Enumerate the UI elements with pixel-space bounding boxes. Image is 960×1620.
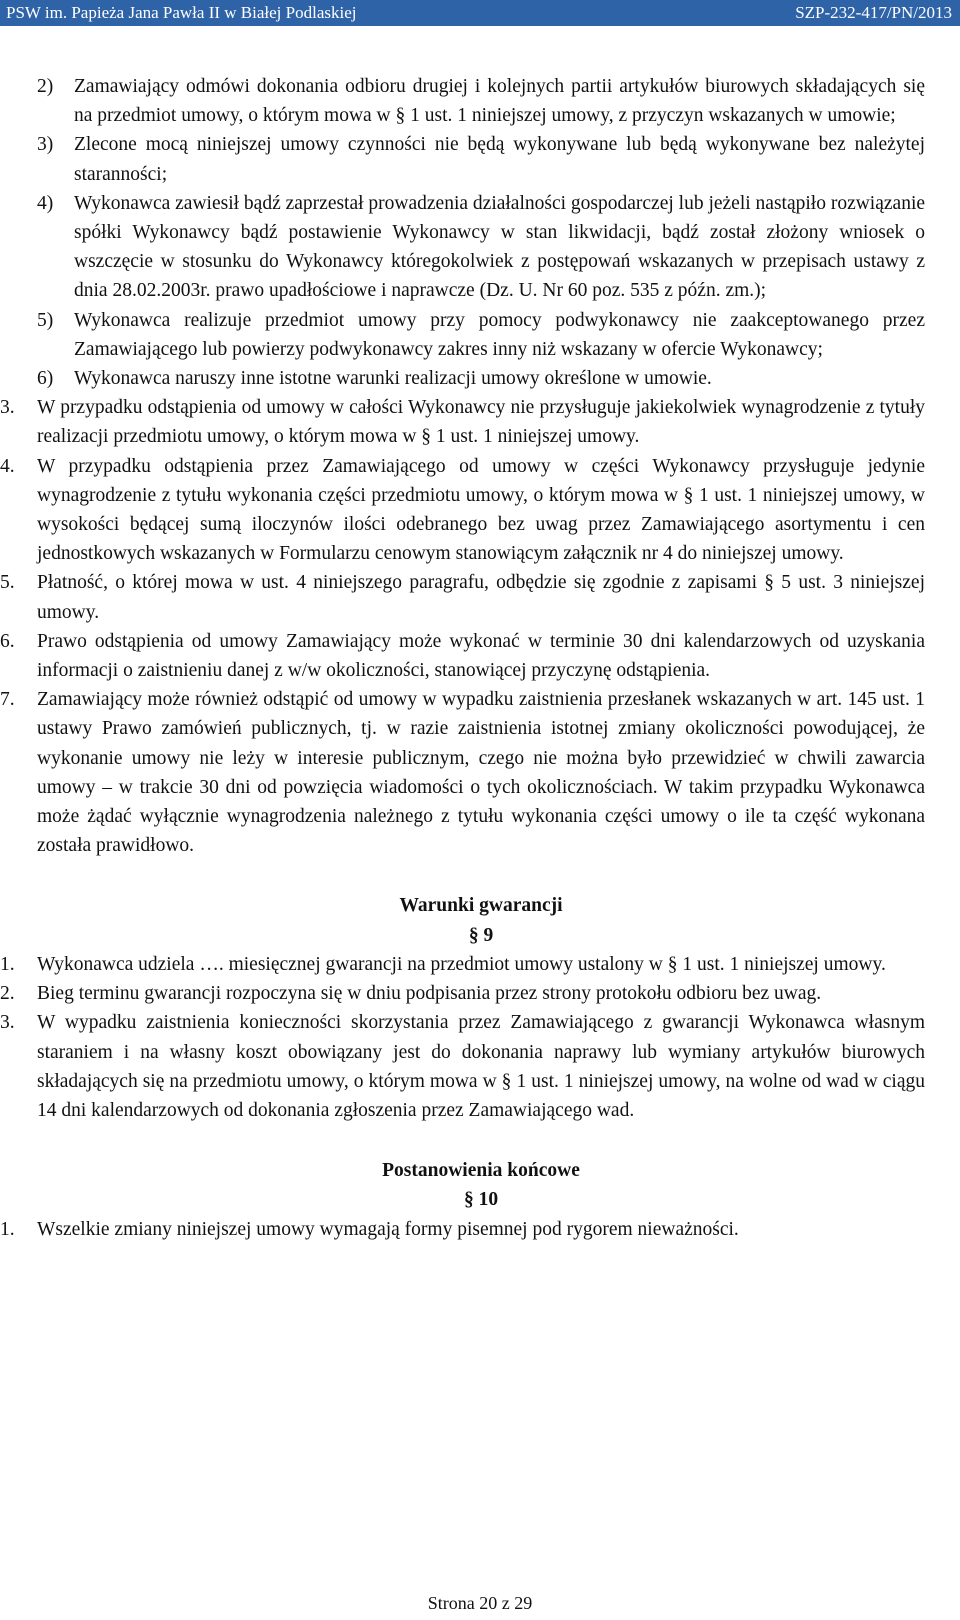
section-9-title: Warunki gwarancji xyxy=(399,895,563,917)
numbered-point: 4. W przypadku odstąpienia przez Zamawiającego od umowy w części Wykonawcy przysługuje jedynie wynagrodzenie z tytułu wykonania części przedmiotu umowy, o którym mowa w § 1 ust. 1 niniejszej umowy, w wysokości będącej sumą iloczynów ilości odebranego bez uwag przez Zamawiającego asortymentu i cen jednostkowych wskazanych w Formularzu cenowym stanowiącym załącznik nr 4 do niniejszej umowy. xyxy=(0,455,925,565)
numbered-point: 3. W wypadku zaistnienia konieczności skorzystania przez Zamawiającego z gwarancji Wykonawca własnym staraniem i na własny koszt obowiązany jest do dokonania naprawy lub wymiany artykułów biurowych składających się na przedmiotu umowy, o którym mowa w § 1 ust. 1 niniejszej umowy, na wolne od wad w ciągu 14 dni kalendarzowych od dokonania zgłoszenia przez Zamawiającego wad. xyxy=(0,1012,925,1121)
header-institution: PSW im. Papieża Jana Pawła II w Białej Podlaskiej xyxy=(6,3,357,22)
numbered-point: 2. Bieg terminu gwarancji rozpoczyna się w dniu podpisania przez strony protokołu odbioru bez uwag. xyxy=(0,983,822,1005)
numbered-point: 5. Płatność, o której mowa w ust. 4 niniejszego paragrafu, odbędzie się zgodnie z zapisami § 5 ust. 3 niniejszej umowy. xyxy=(0,572,925,623)
list-item: 3) Zlecone mocą niniejszej umowy czynności nie będą wykonywane lub będą wykonywane bez należytej staranności; xyxy=(37,134,925,185)
document-body xyxy=(0,72,960,1244)
page-header xyxy=(0,0,960,26)
list-item: 5) Wykonawca realizuje przedmiot umowy przy pomocy podwykonawcy nie zaakceptowanego przez Zamawiającego lub powierzy podwykonawcy zakres inny niż wskazany w ofercie Wykonawcy; xyxy=(37,309,925,360)
numbered-point: 7. Zamawiający może również odstąpić od umowy w wypadku zaistnienia przesłanek wskazanych w art. 145 ust. 1 ustawy Prawo zamówień publicznych, tj. w razie zaistnienia istotnej zmiany okoliczności powodującej, że wykonanie umowy nie leży w interesie publicznym, czego nie można było przewidzieć w chwili zawarcia umowy – w trakcie 30 dni od powzięcia wiadomości o tych okolicznościach. W takim przypadku Wykonawca może żądać wyłącznie wynagrodzenia należnego z tytułu wykonania części umowy o ile ta część wykonana została prawidłowo. xyxy=(0,689,925,857)
section-9-paragraph-number: § 9 xyxy=(468,924,494,946)
header-case-number: SZP-232-417/PN/2013 xyxy=(795,3,952,22)
page-number: Strona 20 z 29 xyxy=(427,1593,533,1613)
numbered-point: 6. Prawo odstąpienia od umowy Zamawiający może wykonać w terminie 30 dni kalendarzowych od uzyskania informacji o zaistnieniu danej z w/w okoliczności, stanowiącej przyczynę odstąpienia. xyxy=(0,630,925,682)
numbered-point: 1. Wszelkie zmiany niniejszej umowy wymagają formy pisemnej pod rygorem nieważności. xyxy=(0,1218,739,1240)
list-item: 4) Wykonawca zawiesił bądź zaprzestał prowadzenia działalności gospodarczej lub jeżeli nastąpiło rozwiązanie spółki Wykonawcy bądź postawienie Wykonawcy w stan likwidacji, bądź został złożony wniosek o wszczęcie w stosunku do Wykonawcy któregokolwiek z postępowań wskazanych w przepisach ustawy z dnia 28.02.2003r. prawo upadłościowe i naprawcze (Dz. U. Nr 60 poz. 535 z późn. zm.); xyxy=(37,192,926,302)
section-10-paragraph-number: § 10 xyxy=(463,1189,499,1211)
numbered-point: 3. W przypadku odstąpienia od umowy w całości Wykonawcy nie przysługuje jakiekolwiek wynagrodzenie z tytuły realizacji przedmiotu umowy, o którym mowa w § 1 ust. 1 niniejszej umowy. xyxy=(0,397,925,448)
list-item: 2) Zamawiający odmówi dokonania odbioru drugiej i kolejnych partii artykułów biurowych składających się na przedmiot umowy, o którym mowa w § 1 ust. 1 niniejszej umowy, z przyczyn wskazanych w umowie; xyxy=(37,76,925,127)
numbered-point: 1. Wykonawca udziela …. miesięcznej gwarancji na przedmiot umowy ustalony w § 1 ust. 1 niniejszej umowy. xyxy=(0,953,886,975)
section-10-title: Postanowienia końcowe xyxy=(382,1160,580,1182)
list-item: 6) Wykonawca naruszy inne istotne warunki realizacji umowy określone w umowie. xyxy=(37,368,712,390)
